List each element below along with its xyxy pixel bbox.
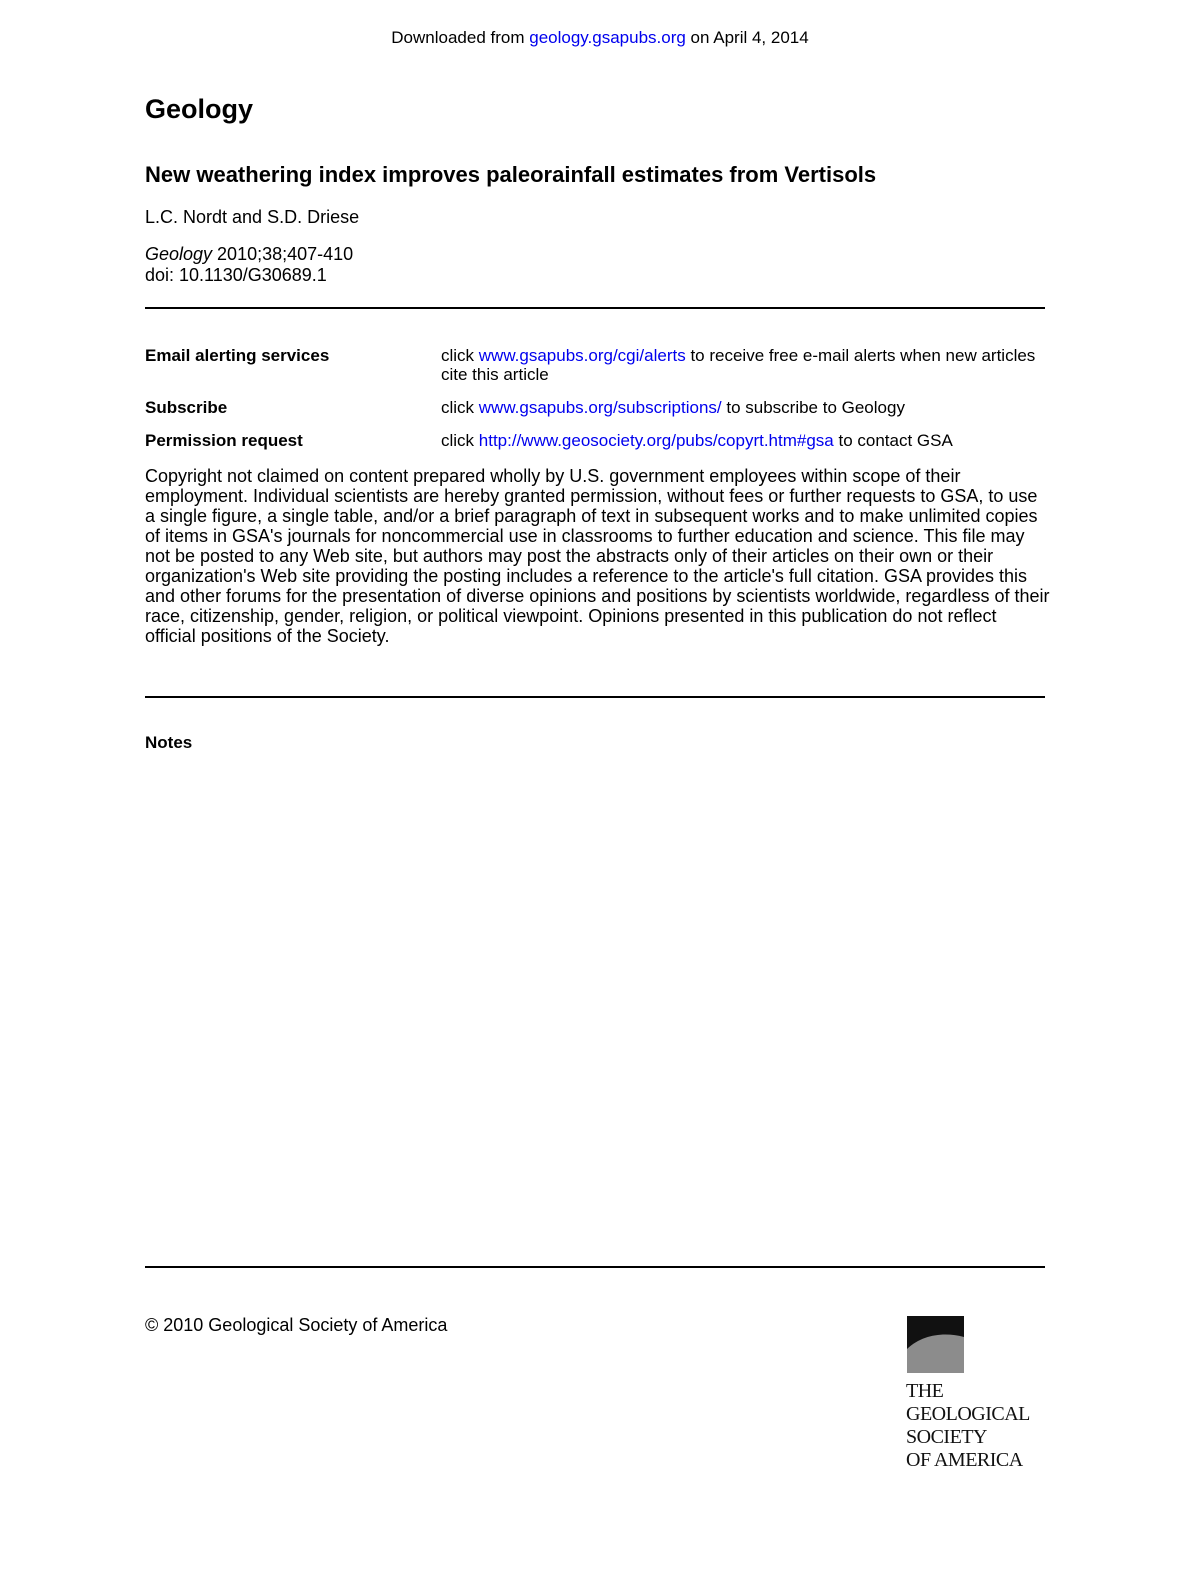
service-label-permission: Permission request	[145, 431, 303, 450]
service-suffix: to contact GSA	[833, 431, 953, 450]
gsa-wordmark-line: OF AMERICA	[906, 1449, 1023, 1471]
permission-link[interactable]: http://www.geosociety.org/pubs/copyrt.htm#gsa	[478, 431, 834, 450]
service-prefix: click	[441, 431, 479, 450]
citation-doi: doi: 10.1130/G30689.1	[145, 265, 327, 285]
service-prefix: click	[441, 398, 479, 417]
download-suffix: on April 4, 2014	[685, 28, 809, 47]
gsa-wordmark-line: SOCIETY	[906, 1426, 987, 1448]
article-citation	[145, 244, 353, 286]
subscribe-link[interactable]: www.gsapubs.org/subscriptions/	[478, 398, 722, 417]
notes-heading: Notes	[145, 733, 193, 752]
citation-journal: Geology	[145, 244, 213, 264]
divider-top	[145, 307, 1045, 309]
service-label-email-alerts: Email alerting services	[145, 346, 330, 365]
gsa-logo	[906, 1316, 1046, 1476]
copyright-notice: Copyright not claimed on content prepared wholly by U.S. government employees within scope of their employment. Individual scientists are hereby granted permission, without fees or further requests to GSA, to use a single figure, a single table, and/or a brief paragraph of text in subsequent works and to make unlimited copies of items in GSA's journals for noncommercial use in classrooms to further education and science. This file may not be posted to any Web site, but authors may post the abstracts only of their articles on their own or their organization's Web site providing the posting includes a reference to the article's full citation. GSA provides this and other forums for the presentation of diverse opinions and positions by scientists worldwide, regardless of their race, citizenship, gender, religion, or political viewpoint. Opinions presented in this publication do not reflect official positions of the Society.	[145, 466, 1050, 646]
service-desc-permission	[441, 431, 1041, 450]
service-suffix: to receive free e-mail alerts when new articles cite this article	[441, 346, 1036, 384]
download-prefix: Downloaded from	[391, 28, 530, 47]
divider-bottom	[145, 1266, 1045, 1268]
footer-copyright: © 2010 Geological Society of America	[145, 1315, 448, 1335]
service-row-subscribe	[145, 398, 1045, 418]
service-suffix: to subscribe to Geology	[721, 398, 905, 417]
article-authors: L.C. Nordt and S.D. Driese	[145, 207, 360, 227]
service-row-permission	[145, 431, 1045, 451]
gsa-mark-icon	[907, 1316, 964, 1373]
service-desc-email-alerts	[441, 346, 1041, 384]
gsa-wordmark	[906, 1380, 1030, 1472]
service-prefix: click	[441, 346, 479, 365]
article-title: New weathering index improves paleorainfall estimates from Vertisols	[145, 162, 877, 187]
download-site-link[interactable]: geology.gsapubs.org	[529, 28, 686, 47]
journal-title: Geology	[145, 94, 254, 124]
download-banner	[0, 27, 1200, 49]
divider-middle	[145, 696, 1045, 698]
citation-volume: 2010;38;407-410	[212, 244, 354, 264]
service-row-email-alerts	[145, 346, 1045, 386]
email-alerts-link[interactable]: www.gsapubs.org/cgi/alerts	[478, 346, 686, 365]
gsa-wordmark-line: GEOLOGICAL	[906, 1403, 1030, 1425]
citation-line	[145, 244, 353, 265]
gsa-wordmark-line: THE	[906, 1380, 944, 1402]
service-label-subscribe: Subscribe	[145, 398, 228, 417]
service-desc-subscribe	[441, 398, 1041, 417]
